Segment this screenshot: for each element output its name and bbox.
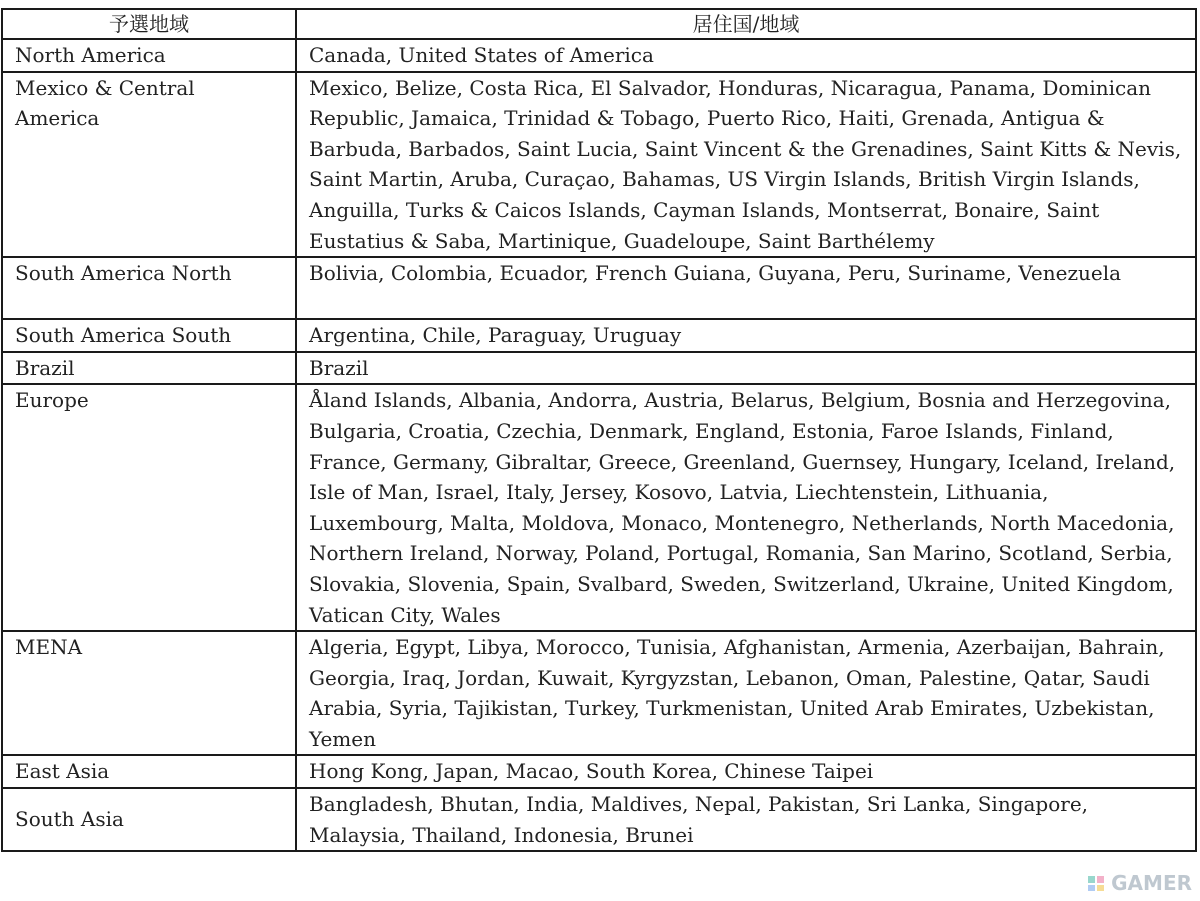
header-residence-country: 居住国/地域: [296, 9, 1196, 39]
countries-cell: Bangladesh, Bhutan, India, Maldives, Nepal, Pakistan, Sri Lanka, Singapore, Malaysia, Thailand, Indonesia, Brunei: [296, 788, 1196, 851]
region-cell: Mexico & Central America: [2, 72, 296, 258]
table-row: [2, 352, 1196, 385]
region-cell: South America North: [2, 257, 296, 319]
countries-cell: Mexico, Belize, Costa Rica, El Salvador, Honduras, Nicaragua, Panama, Dominican Republic, Jamaica, Trinidad & Tobago, Puerto Rico, Haiti, Grenada, Antigua & Barbuda, Barbados, Saint Lucia, Saint Vincent & the Grenadines, Saint Kitts & Nevis, Saint Martin, Aruba, Curaçao, Bahamas, US Virgin Islands, British Virgin Islands, Anguilla, Turks & Caicos Islands, Cayman Islands, Montserrat, Bonaire, Saint Eustatius & Saba, Martinique, Guadeloupe, Saint Barthélemy: [296, 72, 1196, 258]
table-row: [2, 631, 1196, 755]
countries-cell: Åland Islands, Albania, Andorra, Austria, Belarus, Belgium, Bosnia and Herzegovina, Bulgaria, Croatia, Czechia, Denmark, England, Estonia, Faroe Islands, Finland, France, Germany, Gibraltar, Greece, Greenland, Guernsey, Hungary, Iceland, Ireland, Isle of Man, Israel, Italy, Jersey, Kosovo, Latvia, Liechtenstein, Lithuania, Luxembourg, Malta, Moldova, Monaco, Montenegro, Netherlands, North Macedonia, Northern Ireland, Norway, Poland, Portugal, Romania, San Marino, Scotland, Serbia, Slovakia, Slovenia, Spain, Svalbard, Sweden, Switzerland, Ukraine, United Kingdom, Vatican City, Wales: [296, 384, 1196, 631]
gamer-watermark: [1085, 871, 1192, 895]
table-row: [2, 384, 1196, 631]
countries-cell: Canada, United States of America: [296, 39, 1196, 72]
region-cell: North America: [2, 39, 296, 72]
table-row: [2, 257, 1196, 319]
table-row: [2, 788, 1196, 851]
table-row: [2, 319, 1196, 352]
region-cell: East Asia: [2, 755, 296, 788]
countries-cell: Algeria, Egypt, Libya, Morocco, Tunisia, Afghanistan, Armenia, Azerbaijan, Bahrain, Georgia, Iraq, Jordan, Kuwait, Kyrgyzstan, Lebanon, Oman, Palestine, Qatar, Saudi Arabia, Syria, Tajikistan, Turkey, Turkmenistan, United Arab Emirates, Uzbekistan, Yemen: [296, 631, 1196, 755]
table-row: [2, 755, 1196, 788]
countries-cell: Argentina, Chile, Paraguay, Uruguay: [296, 319, 1196, 352]
header-row: [2, 9, 1196, 39]
region-cell: MENA: [2, 631, 296, 755]
region-cell: Brazil: [2, 352, 296, 385]
watermark-text: GAMER: [1111, 871, 1192, 895]
table-row: [2, 72, 1196, 258]
gamer-logo-icon: [1085, 872, 1107, 894]
countries-cell: Brazil: [296, 352, 1196, 385]
table-row: [2, 39, 1196, 72]
region-cell: Europe: [2, 384, 296, 631]
region-table: [1, 8, 1197, 852]
header-qualifying-region: 予選地域: [2, 9, 296, 39]
region-cell: South America South: [2, 319, 296, 352]
region-cell: South Asia: [2, 788, 296, 851]
countries-cell: Bolivia, Colombia, Ecuador, French Guiana, Guyana, Peru, Suriname, Venezuela: [296, 257, 1196, 319]
countries-cell: Hong Kong, Japan, Macao, South Korea, Chinese Taipei: [296, 755, 1196, 788]
